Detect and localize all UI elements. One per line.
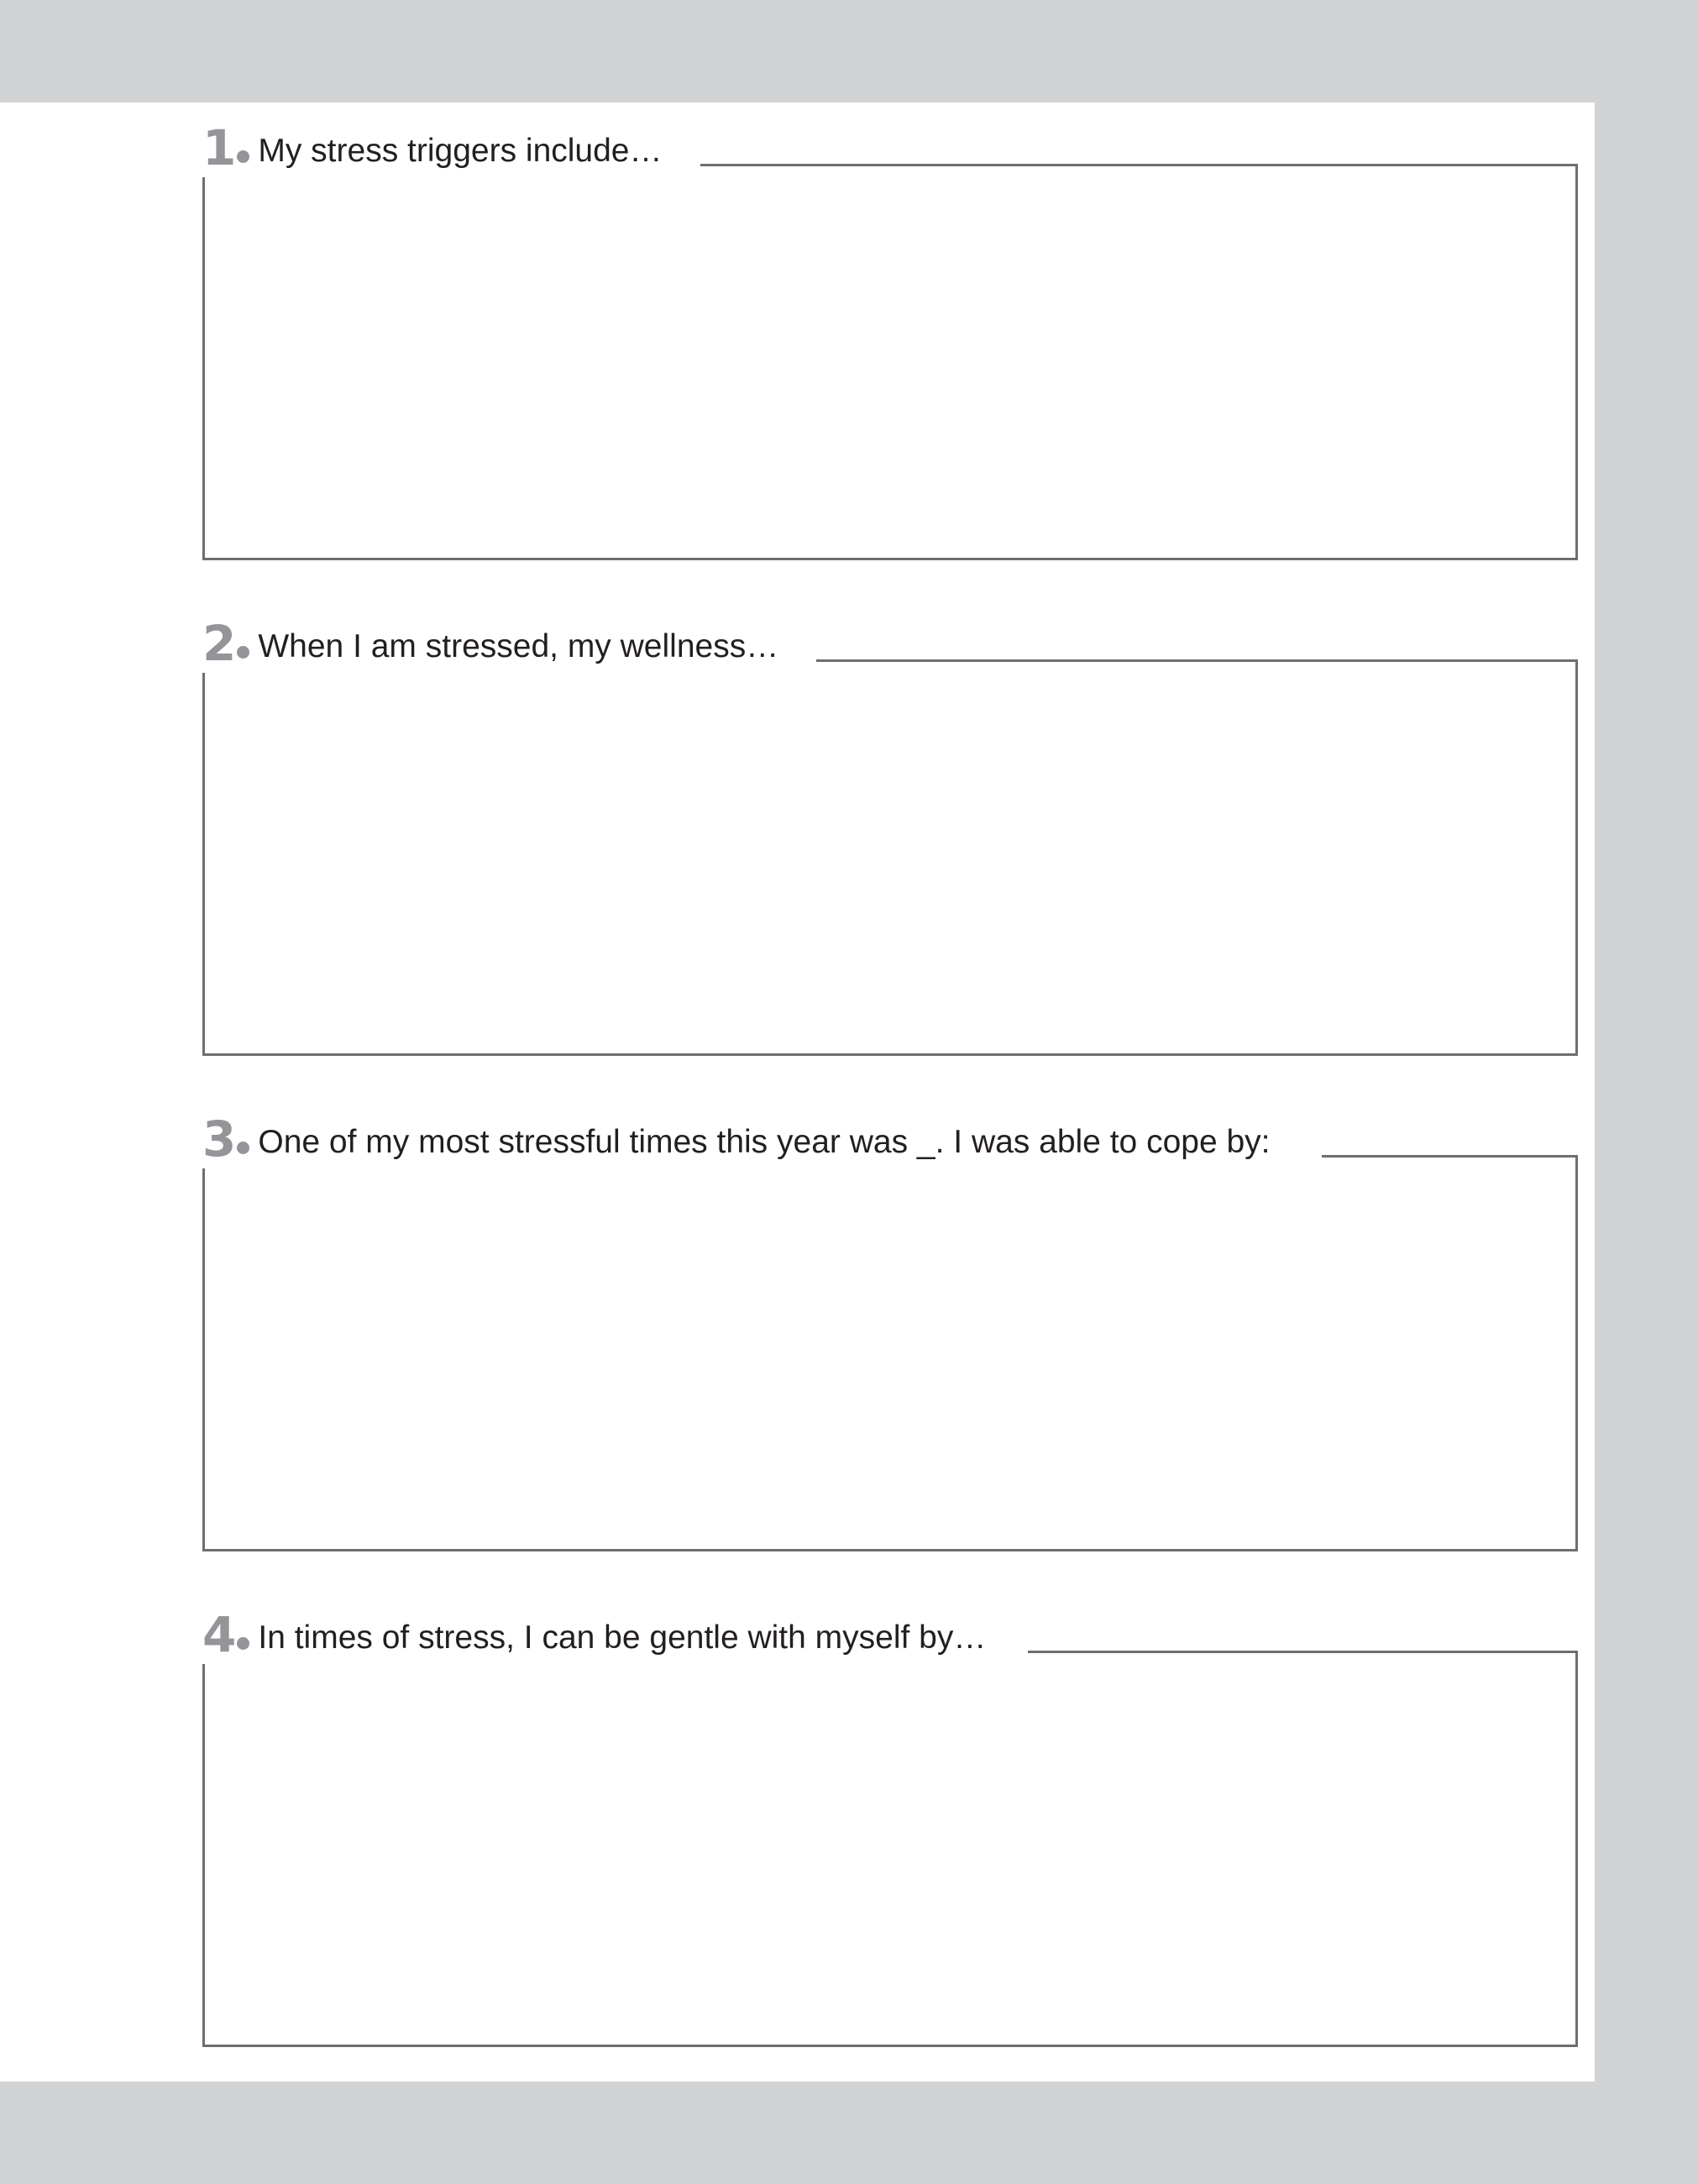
answer-box-1-top-rule bbox=[700, 164, 1578, 166]
answer-box-1[interactable] bbox=[202, 164, 1578, 560]
answer-box-2[interactable] bbox=[202, 659, 1578, 1056]
question-prompt: When I am stressed, my wellness… bbox=[258, 628, 779, 664]
question-prompt: My stress triggers include… bbox=[258, 133, 663, 169]
question-4-label bbox=[202, 1606, 987, 1677]
question-number: 4 bbox=[202, 1610, 258, 1659]
question-prompt: In times of stress, I can be gentle with myself by… bbox=[258, 1620, 987, 1656]
question-3-label bbox=[202, 1110, 1271, 1182]
question-number: 1 bbox=[202, 123, 258, 172]
question-number: 2 bbox=[202, 619, 258, 668]
answer-box-3-top-rule bbox=[1322, 1155, 1578, 1158]
question-1-label bbox=[202, 119, 663, 191]
number-dot bbox=[237, 1637, 249, 1650]
question-number: 3 bbox=[202, 1115, 258, 1163]
answer-box-2-top-rule bbox=[816, 659, 1578, 662]
question-prompt: One of my most stressful times this year was _. I was able to cope by: bbox=[258, 1124, 1271, 1160]
answer-box-4[interactable] bbox=[202, 1651, 1578, 2047]
question-4 bbox=[202, 1606, 1578, 2047]
worksheet-page bbox=[0, 102, 1595, 2082]
question-3 bbox=[202, 1110, 1578, 1551]
answer-box-4-top-rule bbox=[1028, 1651, 1578, 1653]
answer-box-3[interactable] bbox=[202, 1155, 1578, 1551]
number-dot bbox=[237, 646, 249, 659]
question-2-label bbox=[202, 615, 779, 686]
question-2 bbox=[202, 615, 1578, 1056]
number-dot bbox=[237, 150, 249, 163]
number-dot bbox=[237, 1142, 249, 1154]
question-1 bbox=[202, 119, 1578, 560]
